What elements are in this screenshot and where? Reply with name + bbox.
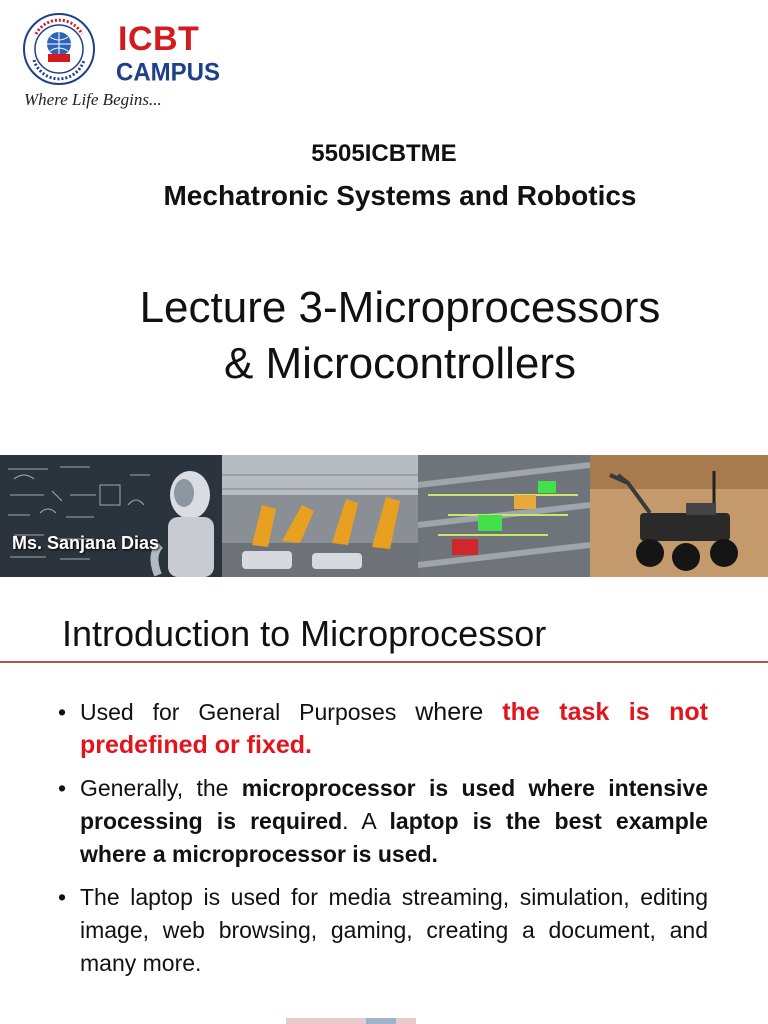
lecture-title-line1: Lecture 3-Microprocessors (139, 283, 661, 332)
icbt-seal-icon (22, 12, 96, 86)
slide-title: Introduction to Microprocessor (62, 613, 547, 654)
lecture-title (0, 280, 768, 392)
bullet-item: • Generally, the microprocessor is used where intensive processing is required. A laptop is the best example where a microprocessor is used. (58, 772, 708, 871)
bullet-item: • Used for General Purposes where the task is not predefined or fixed. (58, 698, 708, 759)
lecture-title-line2: & Microcontrollers (223, 339, 577, 388)
bullet-item: • The laptop is used for media streaming, simulation, editing image, web browsing, gaming, creating a document, and many more. (58, 881, 708, 980)
chalkboard-robot-image (0, 455, 222, 577)
logo-tagline: Where Life Begins... (24, 90, 162, 109)
bullet-dot-icon: • (58, 884, 67, 910)
icbt-logo (22, 12, 221, 117)
course-name: Mechatronic Systems and Robotics (163, 180, 637, 211)
rover-robot-image (590, 455, 768, 577)
bullet-dot-icon: • (58, 699, 67, 725)
course-code: 5505ICBTME (311, 140, 457, 167)
robotics-banner (0, 455, 768, 577)
circuit-board-image (418, 455, 590, 577)
bullet-dot-icon: • (58, 775, 67, 801)
brand-icbt: ICBT (118, 20, 200, 58)
intro-slide (0, 578, 768, 1024)
factory-robots-image (222, 455, 418, 577)
bullet-list (58, 696, 708, 990)
presenter-name: Ms. Sanjana Dias (12, 533, 160, 553)
brand-campus: CAMPUS (116, 58, 221, 87)
title-divider (0, 661, 768, 663)
next-slide-image-peek (286, 1018, 416, 1024)
